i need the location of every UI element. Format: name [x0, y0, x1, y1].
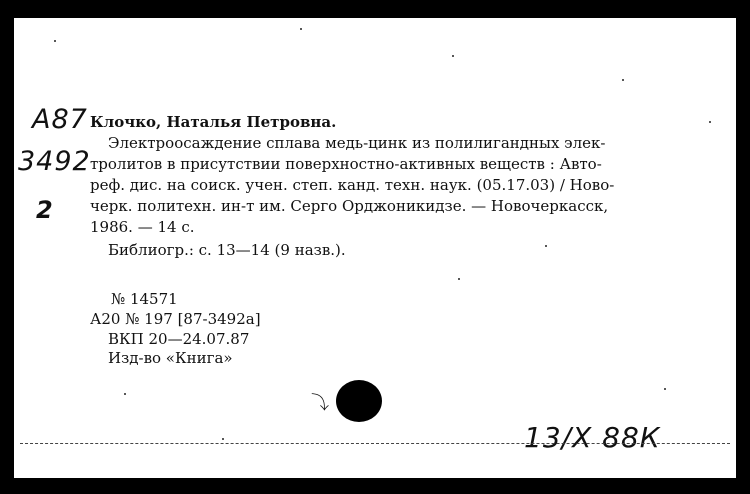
body-line-2: тролитов в присутствии поверхностно-активных веществ : Авто- [90, 155, 602, 173]
scan-speck [124, 393, 126, 395]
scan-speck [664, 388, 666, 390]
body-line-5: 1986. — 14 с. [90, 218, 195, 236]
handwritten-call-number: 3492 [18, 146, 91, 177]
scan-speck [300, 28, 302, 30]
handwritten-date-mark: 13/X 88К [524, 421, 661, 454]
scan-speck [545, 245, 547, 247]
body-line-3: реф. дис. на соиск. учен. степ. канд. техн. наук. (05.17.03) / Ново- [90, 176, 615, 194]
handwritten-call-code: А87 [32, 104, 88, 135]
meta-shelf-code: А20 № 197 [87-3492а] [90, 310, 261, 328]
scan-speck [458, 278, 460, 280]
author-heading: Клочко, Наталья Петровна. [90, 113, 337, 131]
meta-publisher: Изд-во «Книга» [108, 349, 233, 367]
blot-scribble: ⤵ [311, 393, 329, 414]
bottom-dashed-line [20, 443, 730, 444]
scan-speck [452, 55, 454, 57]
bibliography-line: Библиогр.: с. 13—14 (9 назв.). [108, 241, 346, 259]
scan-speck [622, 79, 624, 81]
ink-blot [336, 380, 382, 422]
scan-speck [54, 40, 56, 42]
meta-vkp: ВКП 20—24.07.87 [108, 330, 250, 348]
catalog-card [14, 18, 736, 478]
scan-speck [222, 438, 224, 440]
meta-number: № 14571 [111, 290, 178, 308]
handwritten-side-mark: 2 [36, 196, 54, 224]
scan-speck [709, 121, 711, 123]
body-line-1: Электроосаждение сплава медь-цинк из полилигандных элек- [108, 134, 606, 152]
body-line-4: черк. политехн. ин-т им. Серго Орджоникидзе. — Новочеркасск, [90, 197, 609, 215]
